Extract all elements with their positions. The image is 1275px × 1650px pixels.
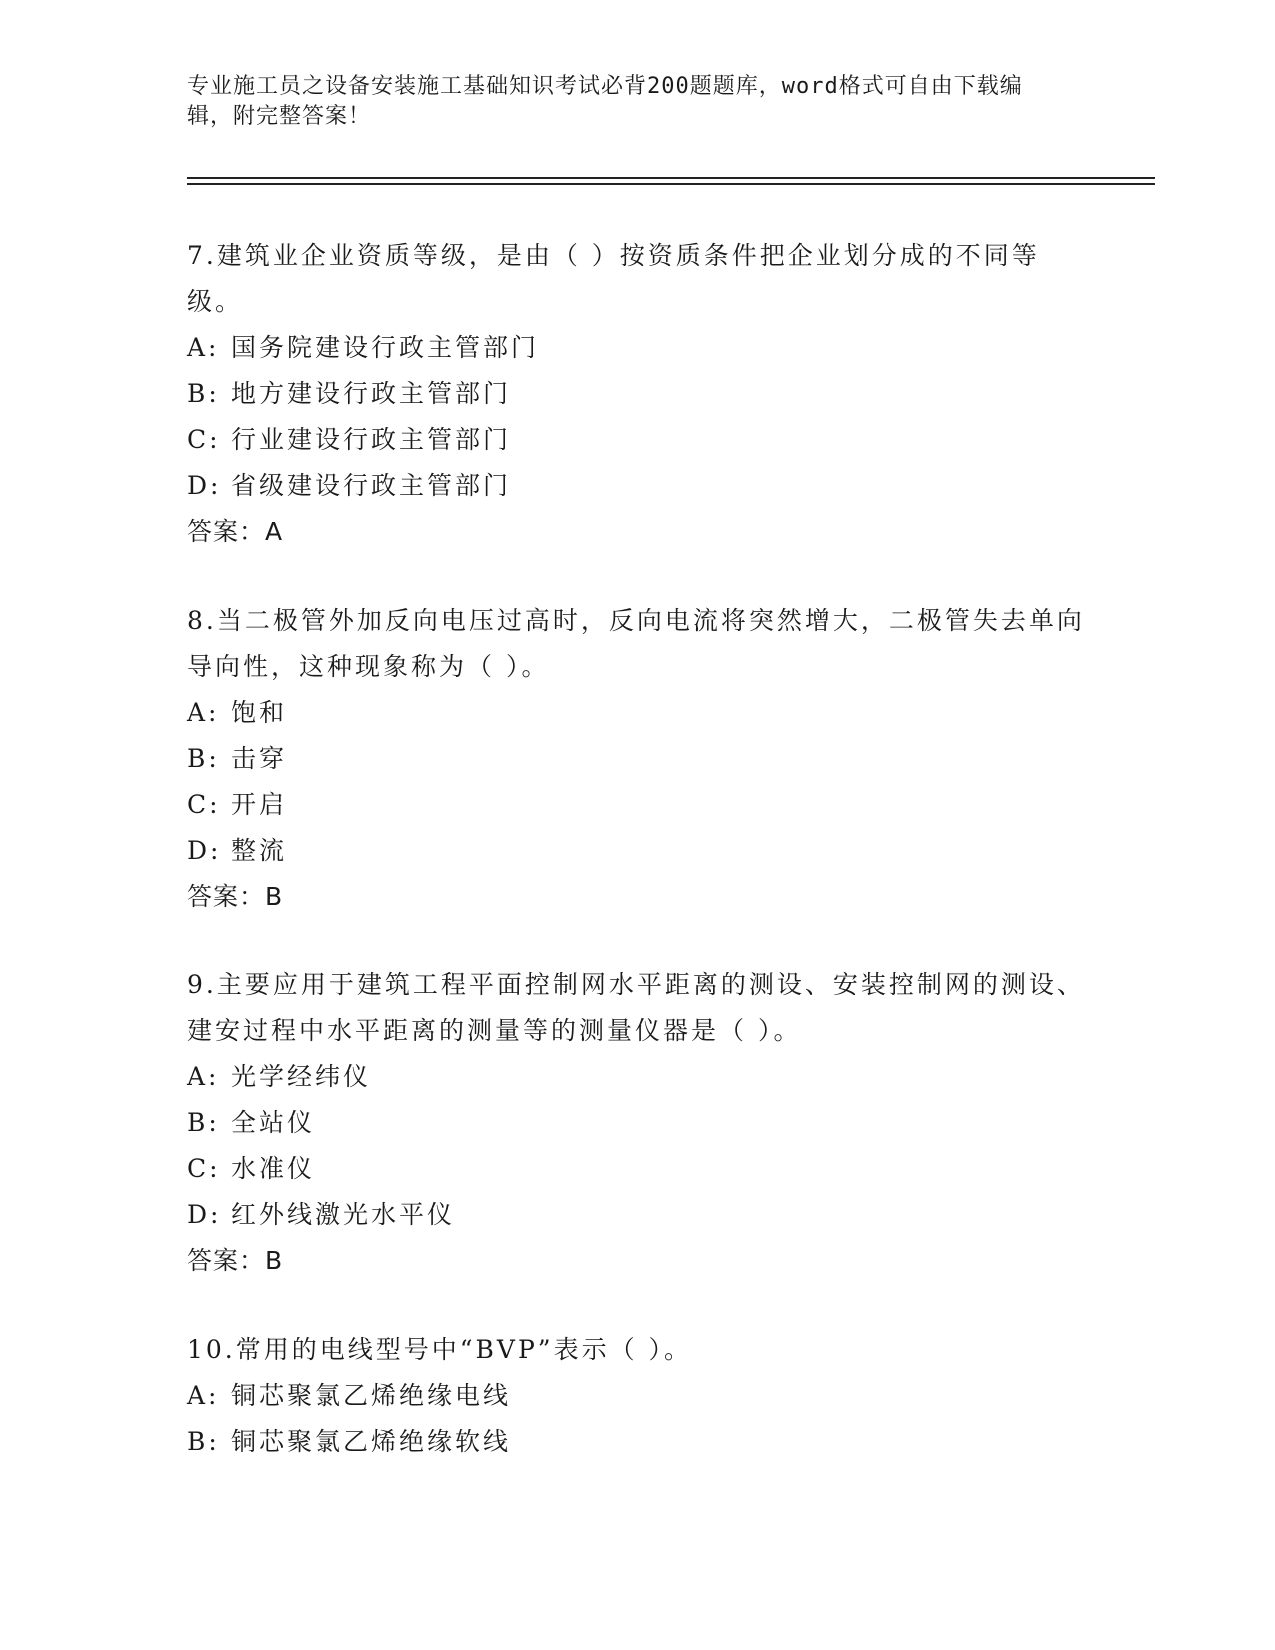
option-letter: C: — [187, 790, 221, 819]
question-stem: 10.常用的电线型号中“BVP”表示（ ）。 — [187, 1335, 693, 1364]
option-text: 整流 — [231, 836, 288, 865]
option-b — [187, 1419, 1087, 1465]
option-letter: B: — [187, 1427, 220, 1456]
option-text: 开启 — [231, 790, 288, 819]
option-a — [187, 690, 1087, 736]
document-header: 专业施工员之设备安装施工基础知识考试必背200题题库，word格式可自由下载编辑，附完整答案！ — [187, 74, 1023, 129]
option-b — [187, 736, 1087, 782]
option-c — [187, 417, 1087, 463]
option-a — [187, 1373, 1087, 1419]
option-text: 铜芯聚氯乙烯绝缘电线 — [231, 1381, 512, 1410]
question-stem: 9.主要应用于建筑工程平面控制网水平距离的测设、安装控制网的测设、建安过程中水平距离的测量等的测量仪器是（ ）。 — [187, 970, 1085, 1045]
question-stem: 7.建筑业企业资质等级，是由（ ）按资质条件把企业划分成的不同等级。 — [187, 241, 1040, 316]
header-divider-line-secondary — [187, 183, 1155, 185]
option-letter: C: — [187, 425, 221, 454]
option-letter: B: — [187, 379, 220, 408]
header-divider-line — [187, 177, 1155, 179]
option-letter: D: — [187, 836, 222, 865]
option-text: 光学经纬仪 — [231, 1062, 372, 1091]
option-text: 红外线激光水平仪 — [231, 1200, 456, 1229]
option-text: 国务院建设行政主管部门 — [231, 333, 540, 362]
option-letter: D: — [187, 471, 222, 500]
option-a — [187, 1054, 1087, 1100]
option-text: 全站仪 — [231, 1108, 316, 1137]
question-10 — [187, 1327, 1087, 1465]
question-stem: 8.当二极管外加反向电压过高时，反向电流将突然增大，二极管失去单向导向性，这种现象称为（ ）。 — [187, 606, 1085, 681]
option-letter: A: — [187, 698, 220, 727]
answer-line: 答案：B — [187, 882, 284, 911]
option-text: 饱和 — [231, 698, 288, 727]
option-c — [187, 1146, 1087, 1192]
option-letter: A: — [187, 333, 220, 362]
option-text: 铜芯聚氯乙烯绝缘软线 — [231, 1427, 512, 1456]
option-text: 地方建设行政主管部门 — [231, 379, 512, 408]
question-7 — [187, 233, 1087, 555]
answer-line: 答案：B — [187, 1246, 284, 1275]
option-b — [187, 371, 1087, 417]
option-letter: A: — [187, 1062, 220, 1091]
option-a — [187, 325, 1087, 371]
question-9 — [187, 962, 1087, 1284]
option-letter: C: — [187, 1154, 221, 1183]
option-letter: B: — [187, 1108, 220, 1137]
option-text: 行业建设行政主管部门 — [231, 425, 512, 454]
option-letter: A: — [187, 1381, 220, 1410]
option-c — [187, 782, 1087, 828]
option-d — [187, 828, 1087, 874]
option-text: 省级建设行政主管部门 — [231, 471, 512, 500]
question-8 — [187, 598, 1087, 920]
option-d — [187, 1192, 1087, 1238]
option-text: 击穿 — [231, 744, 288, 773]
option-d — [187, 463, 1087, 509]
option-text: 水准仪 — [231, 1154, 316, 1183]
option-letter: D: — [187, 1200, 222, 1229]
answer-line: 答案：A — [187, 517, 284, 546]
option-letter: B: — [187, 744, 220, 773]
option-b — [187, 1100, 1087, 1146]
